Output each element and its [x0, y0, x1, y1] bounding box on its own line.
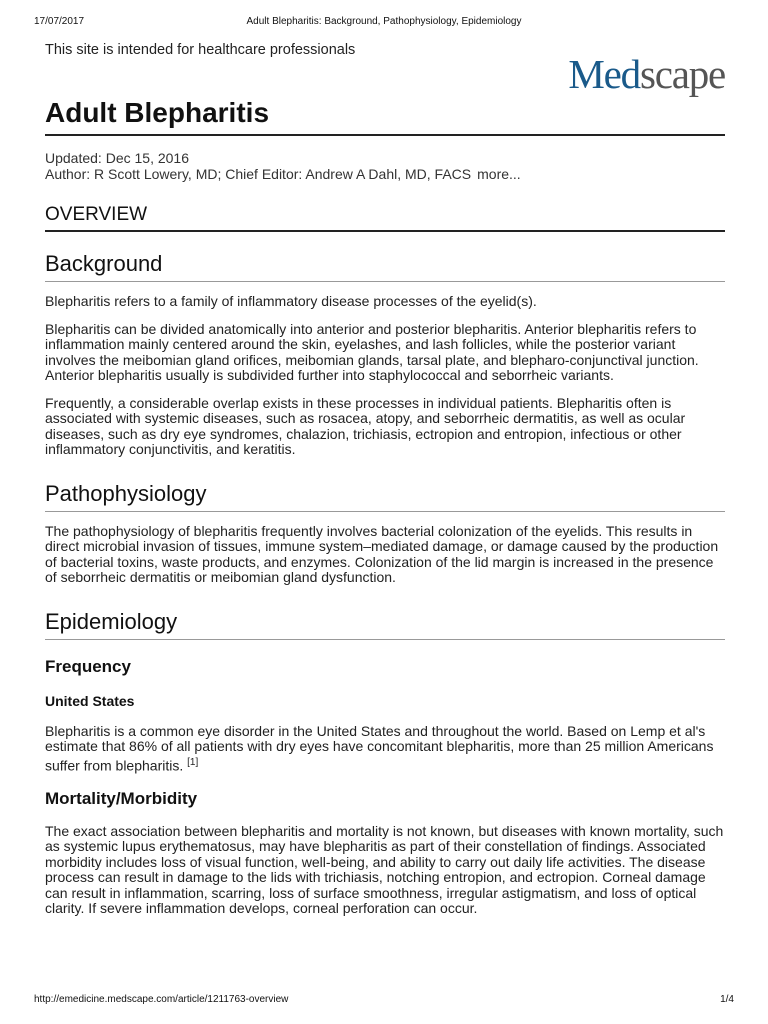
epidemiology-heading: Epidemiology	[45, 608, 725, 640]
print-header	[0, 16, 768, 30]
print-footer	[0, 994, 768, 1008]
updated-date: Updated: Dec 15, 2016	[45, 150, 189, 166]
united-states-paragraph	[45, 724, 725, 774]
mortality-paragraph: The exact association between blepharitis and mortality is not known, but diseases with known mortality, such as systemic lupus erythematosus, may have blepharitis as part of their constellation of findings. Associated morbidity includes loss of visual function, well-being, and ability to carry out daily life activities. The disease process can result in damage to the lids with trichiasis, notching entropion, and ectropion. Corneal damage can result in inflammation, scarring, loss of surface smoothness, irregular astigmatism, and loss of optical clarity. If severe inflammation develops, corneal perforation can occur.	[45, 822, 724, 917]
mortality-heading: Mortality/Morbidity	[45, 788, 198, 808]
article-content	[45, 40, 725, 917]
frequency-heading: Frequency	[45, 656, 131, 676]
logo-med-text: Med	[568, 51, 640, 97]
reference-link[interactable]: [1]	[187, 756, 199, 768]
united-states-text: Blepharitis is a common eye disorder in the United States and throughout the world. Based on Lemp et al's estimate that 86% of all patients with dry eyes have concomitant blepharitis, more than 25 million Americans suffer from blepharitis.	[45, 722, 714, 774]
background-paragraph-2: Blepharitis can be divided anatomically into anterior and posterior blepharitis. Anterior blepharitis refers to inflammation mainly centered around the skin, eyelashes, and lash follicles, while the posterior variant involves the meibomian gland orifices, meibomian glands, tarsal plate, and blepharo-conjunctival junction. Anterior blepharitis usually is subdivided further into staphylococcal and seborrheic variants.	[45, 320, 699, 383]
background-paragraph-3: Frequently, a considerable overlap exists in these processes in individual patients. Blepharitis often is associated with systemic diseases, such as rosacea, atopy, and seborrheic dermatitis, as well as ocular diseases, such as dry eye syndromes, chalazion, trichiasis, ectropion and entropion, infectious or other inflammatory conjunctivitis, and keratitis.	[45, 394, 686, 457]
page-number: 1/4	[720, 994, 734, 1005]
overview-label: OVERVIEW	[45, 204, 725, 232]
print-date: 17/07/2017	[34, 16, 85, 27]
more-link[interactable]: more...	[477, 166, 521, 182]
print-url: http://emedicine.medscape.com/article/1211763-overview	[34, 994, 289, 1005]
logo-scape-text: scape	[639, 51, 725, 97]
article-meta	[45, 150, 725, 182]
author-line	[45, 166, 725, 182]
page-title: Adult Blepharitis	[45, 96, 725, 136]
background-paragraph-1: Blepharitis refers to a family of inflammatory disease processes of the eyelid(s).	[45, 293, 537, 309]
pathophysiology-heading: Pathophysiology	[45, 480, 725, 512]
author-text: Author: R Scott Lowery, MD; Chief Editor: Andrew A Dahl, MD, FACS	[45, 166, 472, 182]
medscape-logo[interactable]	[568, 51, 725, 97]
pathophysiology-paragraph: The pathophysiology of blepharitis frequently involves bacterial colonization of the eyelids. This results in direct microbial invasion of tissues, immune system–mediated damage, or damage caused by the production of bacterial toxins, waste products, and enzymes. Colonization of the lid margin is increased in the presence of seborrheic dermatitis or meibomian gland dysfunction.	[45, 522, 719, 585]
site-notice: This site is intended for healthcare professionals	[45, 42, 356, 58]
print-doc-title: Adult Blepharitis: Background, Pathophysiology, Epidemiology	[246, 16, 522, 27]
background-heading: Background	[45, 250, 725, 282]
united-states-heading: United States	[45, 692, 135, 709]
